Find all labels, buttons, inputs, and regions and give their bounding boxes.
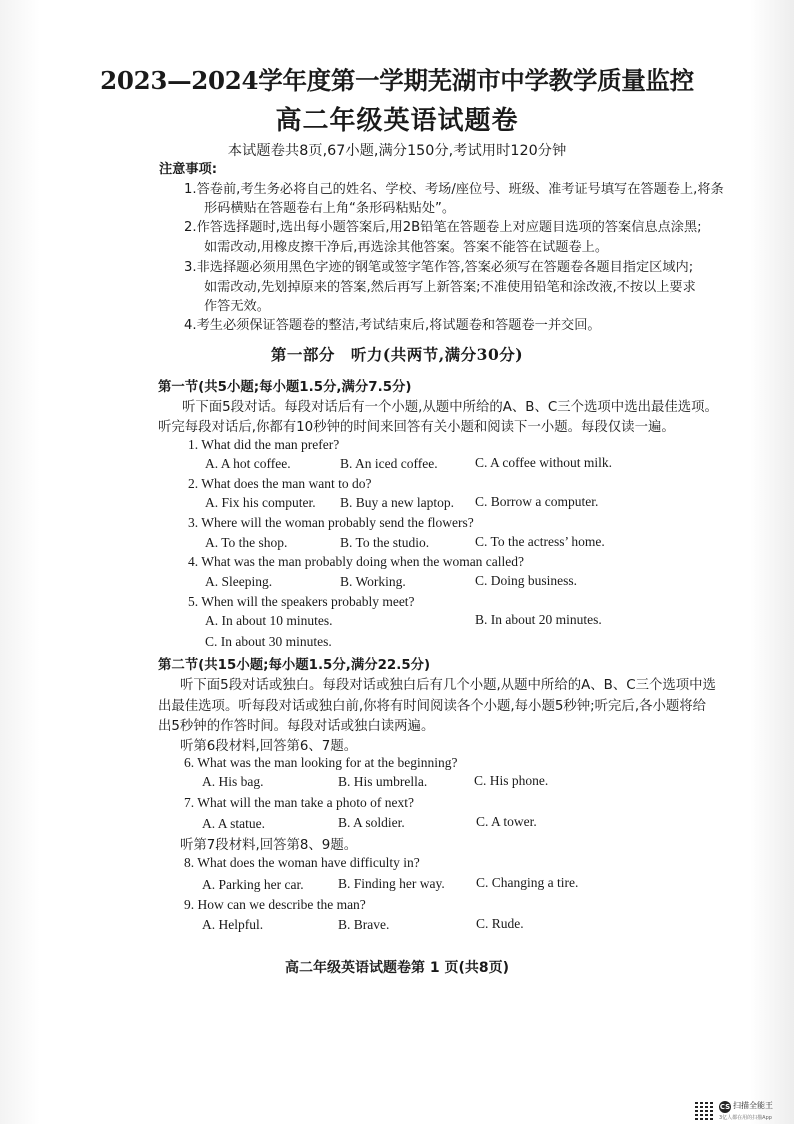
section1-heading: 第一节(共5小题;每小题1.5分,满分7.5分) [158,380,412,395]
notice-line: 如需改动,用橡皮擦干净后,再选涂其他答案。答案不能答在试题卷上。 [204,240,609,255]
notice-line: 3.非选择题必须用黑色字迹的钢笔或签字笔作答,答案必须写在答题卷各题目指定区域内; [184,260,694,275]
scanner-watermark [695,1096,779,1124]
question-9: 9. How can we describe the man? [184,897,366,912]
option-a: A. To the shop. [205,535,288,550]
option-c: C. A coffee without milk. [475,455,612,470]
page-footer: 高二年级英语试题卷第 1 页(共8页) [284,960,510,976]
watermark-subtext: 3亿人都在用的扫描App [719,1115,772,1121]
option-a: A. A statue. [202,816,265,831]
question-3: 3. Where will the woman probably send the flowers? [188,515,474,530]
option-b: B. Brave. [338,917,390,932]
option-a: A. A hot coffee. [205,456,291,471]
notice-line: 1.答卷前,考生务必将自己的姓名、学校、考场/座位号、班级、准考证号填写在答题卷上,将条 [184,182,724,197]
section1-instructions: 听完每段对话后,你都有10秒钟的时间来回答有关小题和阅读下一小题。每段仅读一遍。 [158,420,675,435]
notice-line: 2.作答选择题时,选出每小题答案后,用2B铅笔在答题卷上对应题目选项的答案信息点涂黑; [184,220,702,235]
question-7: 7. What will the man take a photo of next? [184,795,414,810]
option-c: C. Rude. [476,916,524,931]
question-4: 4. What was the man probably doing when the woman called? [188,554,525,569]
material-7-note: 听第7段材料,回答第8、9题。 [180,838,358,853]
option-b: B. A soldier. [338,815,405,830]
notice-line: 如需改动,先划掉原来的答案,然后再写上新答案;不准使用铅笔和涂改液,不按以上要求 [204,280,696,295]
question-8: 8. What does the woman have difficulty in? [184,855,420,870]
watermark-text: 扫描全能王 [733,1101,773,1110]
notice-heading: 注意事项: [159,162,218,177]
option-b: B. Working. [340,574,406,589]
exam-info: 本试题卷共8页,67小题,满分150分,考试用时120分钟 [227,143,567,159]
option-b: B. Finding her way. [338,876,445,891]
option-c: C. In about 30 minutes. [205,634,332,649]
section2-instructions: 出最佳选项。听每段对话或独白前,你将有时间阅读各个小题,每小题5秒钟;听完后,各小题将给 [158,699,707,714]
option-a: A. His bag. [202,774,264,789]
material-6-note: 听第6段材料,回答第6、7题。 [180,739,358,754]
option-c: C. To the actress’ home. [475,534,605,549]
option-b: B. To the studio. [340,535,430,550]
option-a: A. In about 10 minutes. [205,613,333,628]
question-5: 5. When will the speakers probably meet? [188,594,415,609]
option-c: C. Doing business. [475,573,578,588]
question-6: 6. What was the man looking for at the beginning? [184,755,458,770]
exam-title: 2023—2024学年度第一学期芜湖市中学教学质量监控 [100,66,694,95]
option-b: B. An iced coffee. [340,456,438,471]
option-c: C. A tower. [476,814,537,829]
question-2: 2. What does the man want to do? [188,476,372,491]
option-c: C. Changing a tire. [476,875,579,890]
section2-heading: 第二节(共15小题;每小题1.5分,满分22.5分) [158,658,431,673]
section2-instructions: 听下面5段对话或独白。每段对话或独白后有几个小题,从题中所给的A、B、C三个选项中选 [180,678,716,693]
notice-line: 4.考生必须保证答题卷的整洁,考试结束后,将试题卷和答题卷一并交回。 [184,318,601,333]
camscanner-logo-icon: CS [719,1103,731,1111]
option-b: B. His umbrella. [338,774,428,789]
option-c: C. His phone. [474,773,549,788]
option-a: A. Helpful. [202,917,264,932]
option-c: C. Borrow a computer. [475,494,599,509]
section1-instructions: 听下面5段对话。每段对话后有一个小题,从题中所给的A、B、C三个选项中选出最佳选项。 [182,400,718,415]
exam-subtitle: 高二年级英语试题卷 [275,106,519,136]
notice-line: 作答无效。 [204,299,270,314]
option-b: B. In about 20 minutes. [475,612,602,627]
option-a: A. Sleeping. [205,574,273,589]
section2-instructions: 出5秒钟的作答时间。每段对话或独白读两遍。 [158,719,435,734]
question-1: 1. What did the man prefer? [188,437,340,452]
option-a: A. Parking her car. [202,877,304,892]
notice-line: 形码横贴在答题卷右上角“条形码粘贴处”。 [204,201,456,216]
qr-code-overlay [695,1100,715,1120]
option-a: A. Fix his computer. [205,495,316,510]
option-b: B. Buy a new laptop. [340,495,454,510]
part1-title: 第一部分 听力(共两节,满分30分) [270,345,524,364]
